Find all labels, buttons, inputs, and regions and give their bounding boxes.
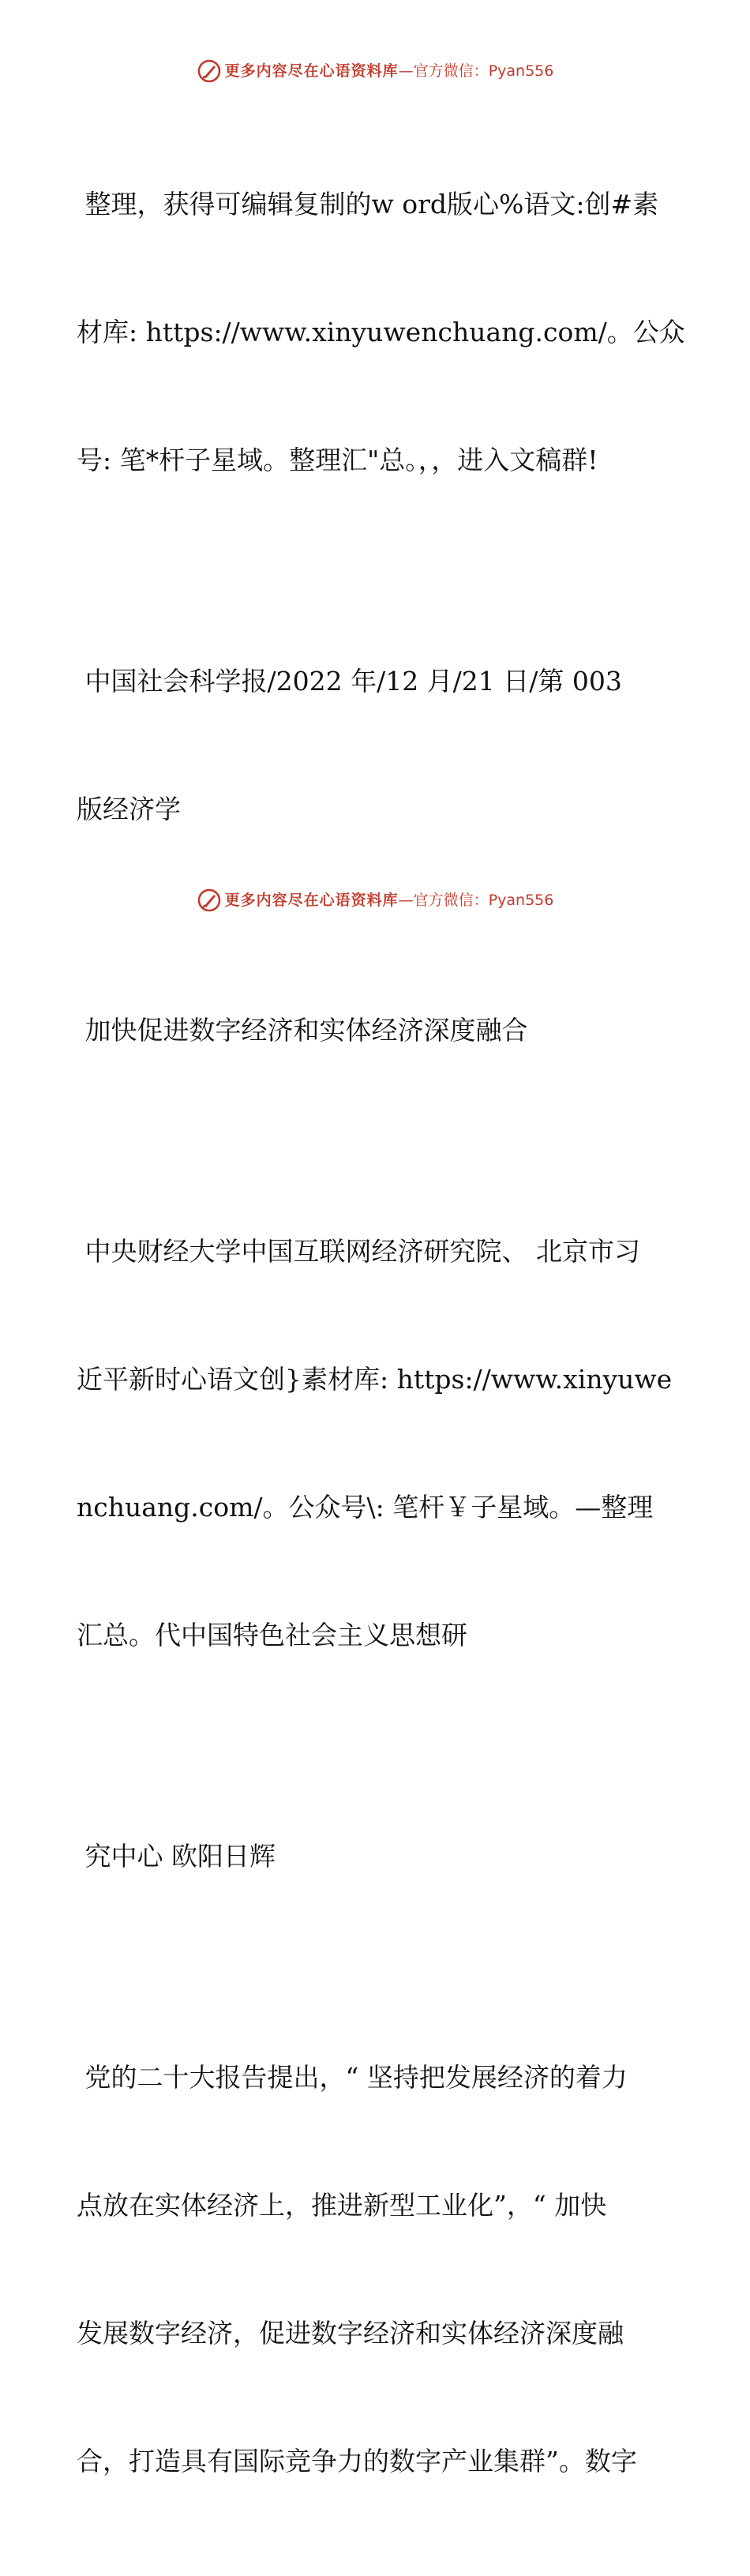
banner-main-text: 更多内容尽在心语资料库 bbox=[224, 62, 399, 80]
paragraph bbox=[77, 98, 685, 567]
quill-logo-icon bbox=[197, 58, 222, 84]
text-line: 材库: https://www.xinyuwenchuang.com/。公众 bbox=[77, 317, 685, 347]
text-line: 中央财经大学中国互联网经济研究院、 北京市习 bbox=[77, 1236, 640, 1267]
paragraph bbox=[77, 1750, 677, 1963]
banner-wechat-id: Pyan556 bbox=[488, 62, 554, 80]
text-line: 近平新时心语文创}素材库: https://www.xinyuwe bbox=[77, 1364, 673, 1395]
banner-wechat-label: 官方微信： bbox=[413, 892, 489, 909]
article-title bbox=[77, 924, 677, 1137]
text-line: 究中心 欧阳日辉 bbox=[77, 1841, 276, 1872]
text-line: nchuang.com/。公众号\: 笔杆￥子星域。—整理 bbox=[77, 1492, 654, 1523]
text-line: 中国社会科学报/2022 年/12 月/21 日/第 003 bbox=[77, 666, 622, 697]
text-line: 党的二十大报告提出，“ 坚持把发展经济的着力 bbox=[77, 2062, 628, 2093]
banner-dash: — bbox=[398, 892, 414, 909]
banner-dash: — bbox=[398, 62, 414, 80]
paragraph bbox=[77, 575, 677, 916]
footer-watermark-banner bbox=[0, 888, 750, 913]
quill-logo-icon bbox=[197, 888, 222, 913]
paragraph bbox=[77, 1145, 677, 1742]
text-line: 点放在实体经济上，推进新型工业化”，“ 加快 bbox=[77, 2190, 607, 2221]
banner-wechat-label: 官方微信： bbox=[413, 62, 489, 80]
banner-wechat-id: Pyan556 bbox=[488, 892, 554, 909]
header-watermark-banner bbox=[0, 58, 750, 84]
text-line: 版经济学 bbox=[77, 794, 181, 824]
paragraph bbox=[77, 1971, 677, 2568]
banner-main-text: 更多内容尽在心语资料库 bbox=[224, 892, 399, 909]
text-line: 号: 笔*杆子星域。整理汇"总。，，进入文稿群! bbox=[77, 445, 598, 475]
text-line: 汇总。代中国特色社会主义思想研 bbox=[77, 1620, 467, 1650]
text-line: 合，打造具有国际竞争力的数字产业集群”。数字 bbox=[77, 2446, 637, 2476]
document-body bbox=[77, 98, 685, 2576]
text-line: 整理，获得可编辑复制的w ord版心%语文:创#素 bbox=[77, 189, 659, 220]
text-line: 加快促进数字经济和实体经济深度融合 bbox=[77, 1015, 528, 1046]
text-line: 发展数字经济，促进数字经济和实体经济深度融 bbox=[77, 2318, 624, 2349]
